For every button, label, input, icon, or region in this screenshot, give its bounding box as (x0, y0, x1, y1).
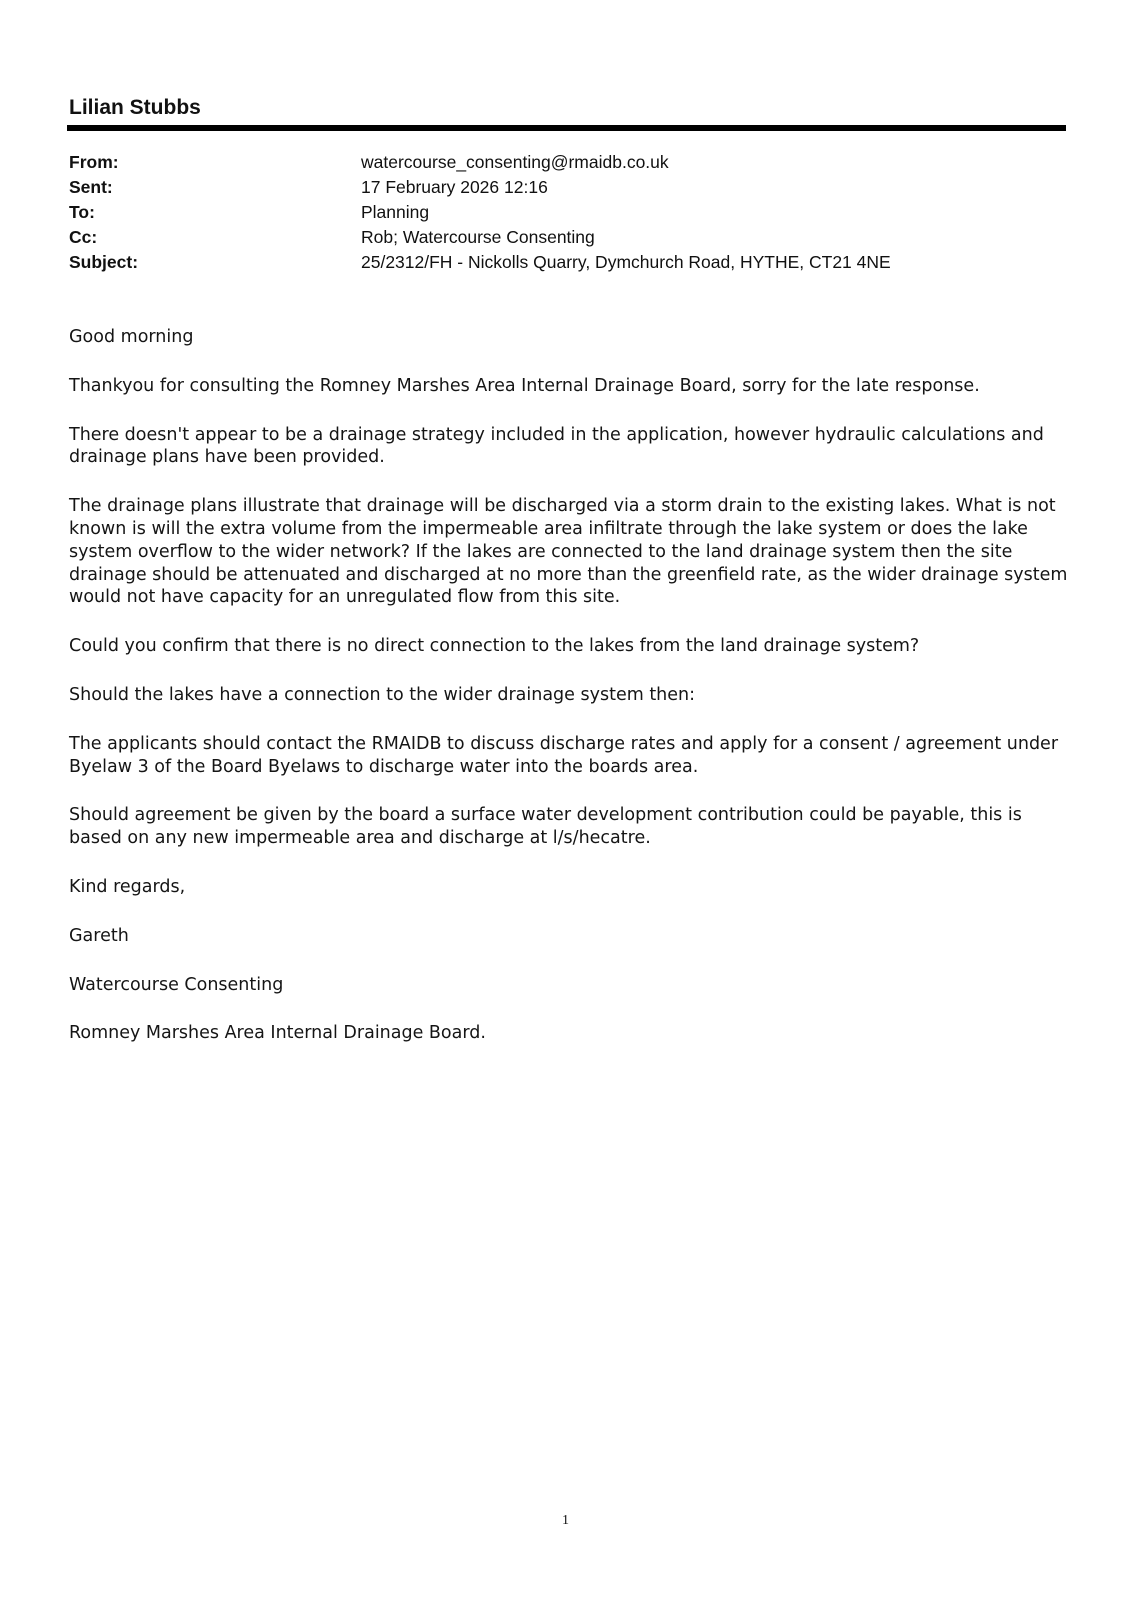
from-label: From: (69, 152, 119, 172)
cc-row (69, 225, 1059, 250)
sender-name: Gareth (69, 925, 129, 946)
to-value: Planning (361, 202, 430, 222)
body-paragraph-5: Should the lakes have a connection to the wider drainage system then: (69, 684, 696, 705)
cc-value: Rob; Watercourse Consenting (361, 227, 595, 247)
body-paragraph-2: There doesn't appear to be a drainage strategy included in the application, however hydraulic calculations and drainage plans have been provided. (69, 424, 1044, 468)
recipient-name: Lilian Stubbs (69, 96, 201, 119)
greeting: Good morning (69, 327, 194, 347)
sent-row (69, 175, 1059, 200)
email-body (69, 326, 1069, 1071)
subject-label: Subject: (69, 252, 139, 272)
email-header-fields (69, 150, 1059, 275)
body-paragraph-3: The drainage plans illustrate that drainage will be discharged via a storm drain to the existing lakes. What is not known is will the extra volume from the impermeable area infiltrate through the lake system or does the lake system overflow to the wider network? If the lakes are connected to the land drainage system then the site drainage should be attenuated and discharged at no more than the greenfield rate, as the wider drainage system would not have capacity for an unregulated flow from this site. (69, 496, 1068, 608)
sender-organisation: Romney Marshes Area Internal Drainage Board. (69, 1023, 486, 1044)
header-divider (67, 125, 1066, 131)
body-paragraph-7: Should agreement be given by the board a surface water development contribution could be payable, this is based on any new impermeable area and discharge at l/s/hecatre. (69, 805, 1022, 849)
page-number: 1 (562, 1513, 569, 1528)
body-paragraph-6: The applicants should contact the RMAIDB to discuss discharge rates and apply for a consent / agreement under Byelaw 3 of the Board Byelaws to discharge water into the boards area. (69, 733, 1059, 777)
cc-label: Cc: (69, 227, 98, 247)
sender-department: Watercourse Consenting (69, 974, 284, 995)
body-paragraph-1: Thankyou for consulting the Romney Marshes Area Internal Drainage Board, sorry for the late response. (69, 375, 980, 396)
to-label: To: (69, 202, 95, 222)
to-row (69, 200, 1059, 225)
from-row (69, 150, 1059, 175)
body-paragraph-4: Could you confirm that there is no direct connection to the lakes from the land drainage system? (69, 636, 920, 657)
from-value: watercourse_consenting@rmaidb.co.uk (361, 152, 669, 172)
subject-value: 25/2312/FH - Nickolls Quarry, Dymchurch Road, HYTHE, CT21 4NE (361, 252, 891, 272)
signoff: Kind regards, (69, 876, 186, 897)
sent-label: Sent: (69, 177, 113, 197)
subject-row (69, 250, 1059, 275)
sent-value: 17 February 2026 12:16 (361, 177, 548, 197)
